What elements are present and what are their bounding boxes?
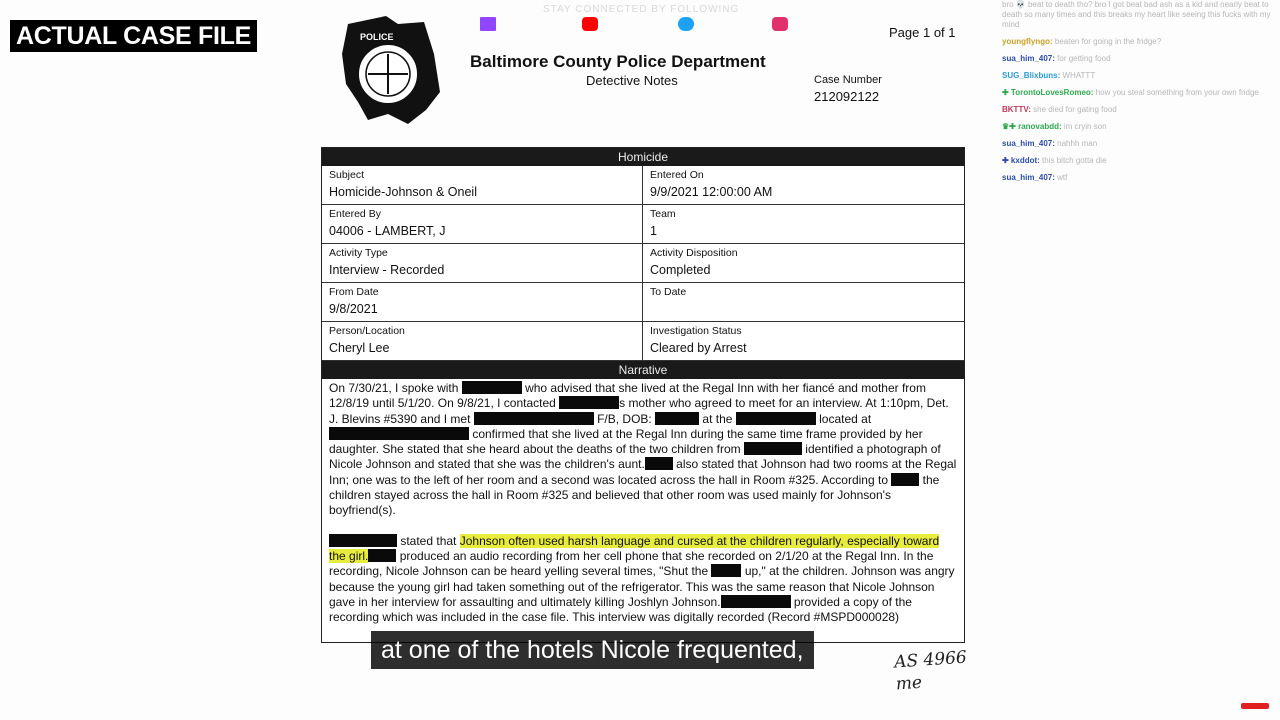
field-value: 04006 - LAMBERT, J [329, 224, 446, 238]
redaction-bar [736, 412, 816, 425]
section-header-homicide: Homicide [322, 148, 964, 166]
field-label: Team [650, 208, 676, 220]
field-label: Subject [329, 169, 365, 181]
field-label: Entered By [329, 208, 381, 220]
field-entered-on [643, 166, 964, 205]
department-title: Baltimore County Police Department [470, 52, 766, 71]
field-entered-by [322, 205, 643, 244]
field-label: To Date [650, 286, 687, 298]
chat-message: sua_him_407: wtf [1002, 173, 1068, 182]
field-from-date [322, 283, 643, 322]
narrative-paragraph-1: On 7/30/21, I spoke with who advised that she lived at the Regal Inn with her fiancé and mother from 12/8/19 until 5/1/20. On 9/8/21, I contacted s mother who agreed to meet for an interview. At 1:10pm, Det. J. Blevins #5390 and I met F/B, DOB: at the located at confirmed that she lived at the Regal Inn during the same time frame provided by her daughter. She stated that she heard about the deaths of the two children from identified a photograph of Nicole Johnson and stated that she was the children's aunt. also stated that Johnson had two rooms at the Regal Inn; one was to the left of her room and a second was located across the hall in Room #325. According to the children stayed across the hall in Room #325 and believed that other room was used mainly for Johnson's boyfriend(s). [329, 381, 957, 518]
field-grid [322, 166, 964, 361]
field-label: Investigation Status [650, 325, 742, 337]
chat-message: ♛✚ ranovabdd: im cryin son [1002, 122, 1107, 131]
redaction-bar [655, 412, 699, 425]
redaction-bar [891, 473, 919, 486]
field-to-date [643, 283, 964, 322]
field-label: Person/Location [329, 325, 405, 337]
redaction-bar [721, 595, 791, 608]
video-caption: at one of the hotels Nicole frequented, [371, 631, 814, 669]
field-value: Homicide-Johnson & Oneil [329, 185, 477, 199]
page-number: Page 1 of 1 [889, 25, 956, 40]
redaction-bar [744, 442, 802, 455]
youtube-logo-icon[interactable] [1241, 703, 1269, 709]
chat-message: sua_him_407: nahhh man [1002, 139, 1098, 148]
narrative-paragraph-2: stated that Johnson often used harsh language and cursed at the children regularly, especially toward the girl. produced an audio recording from her cell phone that she recorded on 2/1/20 at the Regal Inn. In the recording, Nicole Johnson can be heard yelling several times, "Shut the up," at the children. Johnson was angry because the young girl had taken something out of the refrigerator. This was the same reason that Nicole Johnson gave in her interview for assaulting and ultimately killing Joshlyn Johnson. provided a copy of the recording which was included in the case file. This interview was digitally recorded (Record #MSPD000028) [329, 533, 955, 625]
police-seal-icon [338, 14, 442, 126]
detective-notes-form [321, 147, 965, 643]
field-investigation-status [643, 322, 964, 361]
chat-message: sua_him_407: for getting food [1002, 54, 1111, 63]
live-chat [1002, 0, 1280, 190]
highlighted-text: Johnson often used harsh language and cursed at the children regularly, especially toward the girl. [329, 533, 940, 563]
handwritten-note: AS 4966 me [893, 647, 968, 695]
twitter-icon[interactable] [678, 16, 694, 32]
field-label: Activity Disposition [650, 247, 738, 259]
youtube-icon[interactable] [582, 16, 598, 32]
field-activity-type [322, 244, 643, 283]
narrative-body [322, 379, 964, 625]
field-subject [322, 166, 643, 205]
section-header-narrative: Narrative [322, 361, 964, 379]
seal-police-text: POLICE [360, 32, 394, 42]
redaction-bar [474, 412, 594, 425]
redaction-bar [329, 427, 469, 440]
twitch-icon[interactable] [480, 16, 496, 32]
field-value: 1 [650, 224, 657, 238]
redaction-bar [711, 564, 741, 577]
chat-message: youngflyngo: beaten for going in the fridge? [1002, 37, 1162, 46]
redaction-bar [559, 396, 619, 409]
chat-message: ✚ kxddot: this bitch gotta die [1002, 156, 1107, 165]
field-value: Cleared by Arrest [650, 341, 747, 355]
social-banner-text: STAY CONNECTED BY FOLLOWING [543, 4, 740, 15]
redaction-bar [462, 381, 522, 394]
field-team [643, 205, 964, 244]
chat-message: ✚ TorontoLovesRomeo: how you steal something from your own fridge [1002, 88, 1259, 97]
chat-message: BKTTV: she died for gating food [1002, 105, 1117, 114]
social-banner [478, 6, 858, 34]
redaction-bar [645, 457, 673, 470]
instagram-icon[interactable] [772, 16, 788, 32]
field-label: Entered On [650, 169, 704, 181]
field-value: Completed [650, 263, 711, 277]
field-label: Activity Type [329, 247, 388, 259]
field-label: From Date [329, 286, 379, 298]
field-person-location [322, 322, 643, 361]
field-value: 9/9/2021 12:00:00 AM [650, 185, 773, 199]
field-value: Cheryl Lee [329, 341, 390, 355]
case-number: 212092122 [814, 89, 880, 104]
chat-message: bro 💀 beat to death tho? bro I got beat bad ash as a kid and nearly beat to death so many times and this breaks my heart like seeing this fucks with my mind [1002, 0, 1271, 29]
field-activity-disposition [643, 244, 964, 283]
field-value: Interview - Recorded [329, 263, 445, 277]
case-number-label: Case Number [814, 74, 882, 86]
redaction-bar [329, 534, 397, 547]
document-subtitle: Detective Notes [586, 73, 678, 88]
field-value: 9/8/2021 [329, 302, 378, 316]
redaction-bar [368, 549, 396, 562]
case-file-label: ACTUAL CASE FILE [10, 20, 257, 52]
chat-message: SUG_Blixbuns: WHATTT [1002, 71, 1096, 80]
